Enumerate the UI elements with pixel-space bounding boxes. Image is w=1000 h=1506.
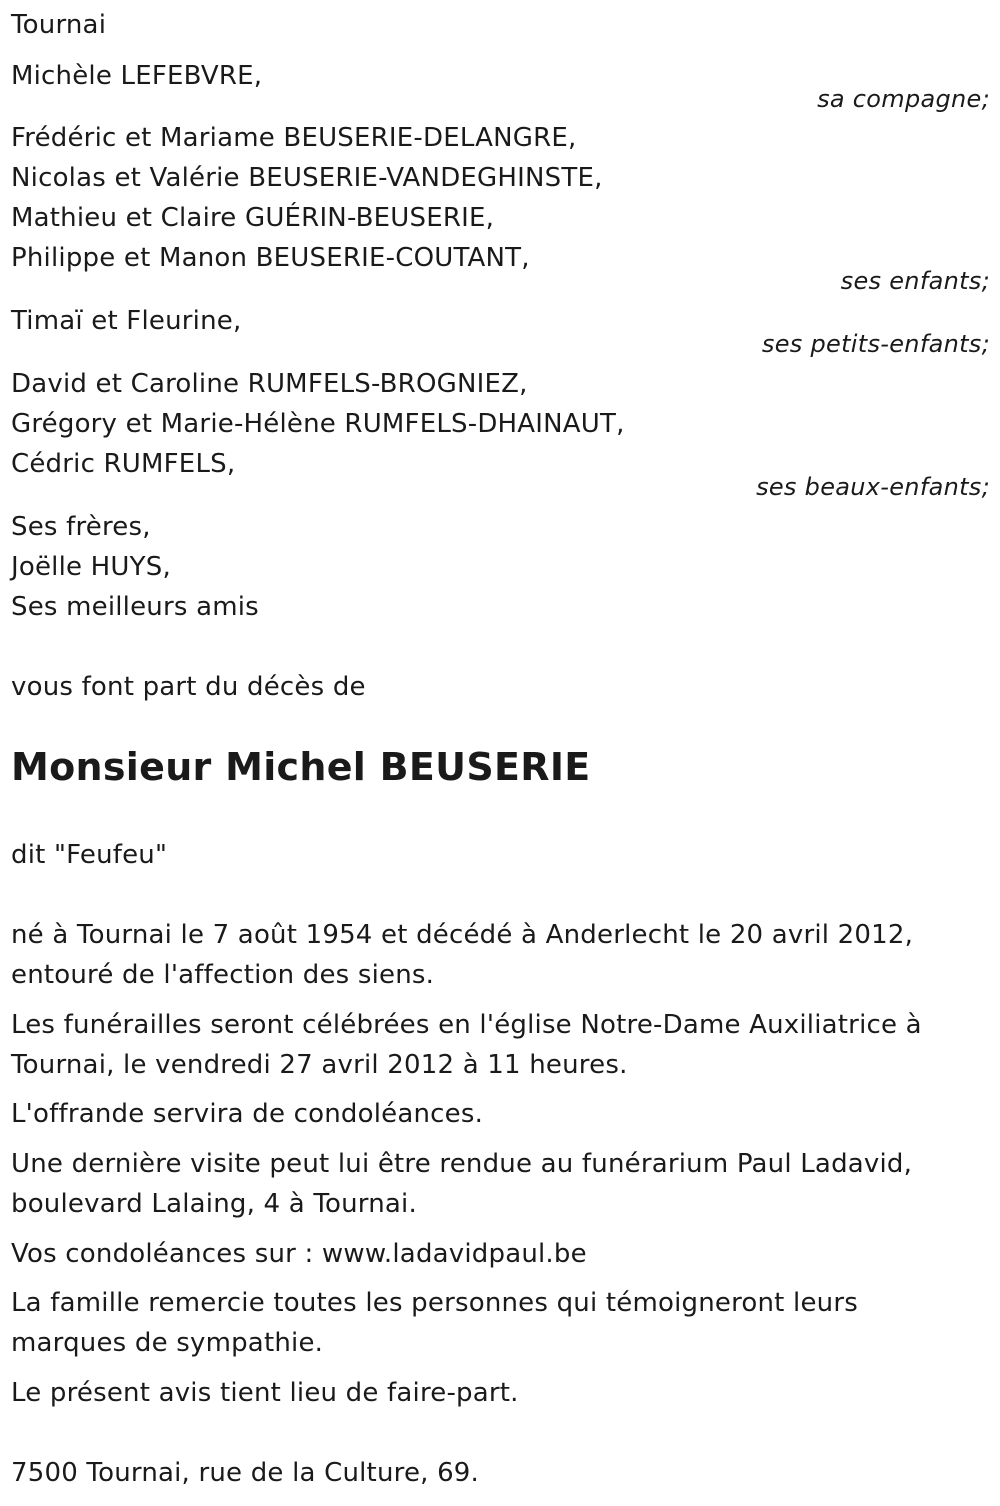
companion-role: sa compagne; xyxy=(817,85,990,113)
nickname: dit "Feufeu" xyxy=(11,840,168,870)
stepchild-line: Cédric RUMFELS, xyxy=(11,449,236,479)
other-relative-line: Ses meilleurs amis xyxy=(11,592,259,622)
stepchildren-role: ses beaux-enfants; xyxy=(756,473,990,501)
funeral-line: Tournai, le vendredi 27 avril 2012 à 11 heures. xyxy=(11,1050,628,1080)
stepchild-line: David et Caroline RUMFELS-BROGNIEZ, xyxy=(11,369,528,399)
children-role: ses enfants; xyxy=(840,267,990,295)
birth-death-line: entouré de l'affection des siens. xyxy=(11,960,435,990)
grandchildren-names: Timaï et Fleurine, xyxy=(11,306,242,336)
stepchild-line: Grégory et Marie-Hélène RUMFELS-DHAINAUT, xyxy=(11,409,625,439)
notice-line: Le présent avis tient lieu de faire-part. xyxy=(11,1378,519,1408)
grandchildren-role: ses petits-enfants; xyxy=(761,330,990,358)
offering-line: L'offrande servira de condoléances. xyxy=(11,1099,484,1129)
child-line: Mathieu et Claire GUÉRIN-BEUSERIE, xyxy=(11,203,495,233)
condolences-line: Vos condoléances sur : www.ladavidpaul.be xyxy=(11,1239,587,1269)
other-relative-line: Joëlle HUYS, xyxy=(11,552,171,582)
visit-line: boulevard Lalaing, 4 à Tournai. xyxy=(11,1189,417,1219)
thanks-line: marques de sympathie. xyxy=(11,1328,324,1358)
child-line: Philippe et Manon BEUSERIE-COUTANT, xyxy=(11,243,530,273)
birth-death-line: né à Tournai le 7 août 1954 et décédé à Anderlecht le 20 avril 2012, xyxy=(11,920,914,950)
thanks-line: La famille remercie toutes les personnes qui témoigneront leurs xyxy=(11,1288,858,1318)
deceased-name: Monsieur Michel BEUSERIE xyxy=(11,745,591,789)
city-header: Tournai xyxy=(11,10,107,40)
other-relative-line: Ses frères, xyxy=(11,512,151,542)
child-line: Nicolas et Valérie BEUSERIE-VANDEGHINSTE, xyxy=(11,163,603,193)
announcement-text: vous font part du décès de xyxy=(11,672,366,702)
address: 7500 Tournai, rue de la Culture, 69. xyxy=(11,1458,480,1488)
visit-line: Une dernière visite peut lui être rendue au funérarium Paul Ladavid, xyxy=(11,1149,913,1179)
child-line: Frédéric et Mariame BEUSERIE-DELANGRE, xyxy=(11,123,577,153)
companion-name: Michèle LEFEBVRE, xyxy=(11,61,263,91)
funeral-line: Les funérailles seront célébrées en l'église Notre-Dame Auxiliatrice à xyxy=(11,1010,922,1040)
